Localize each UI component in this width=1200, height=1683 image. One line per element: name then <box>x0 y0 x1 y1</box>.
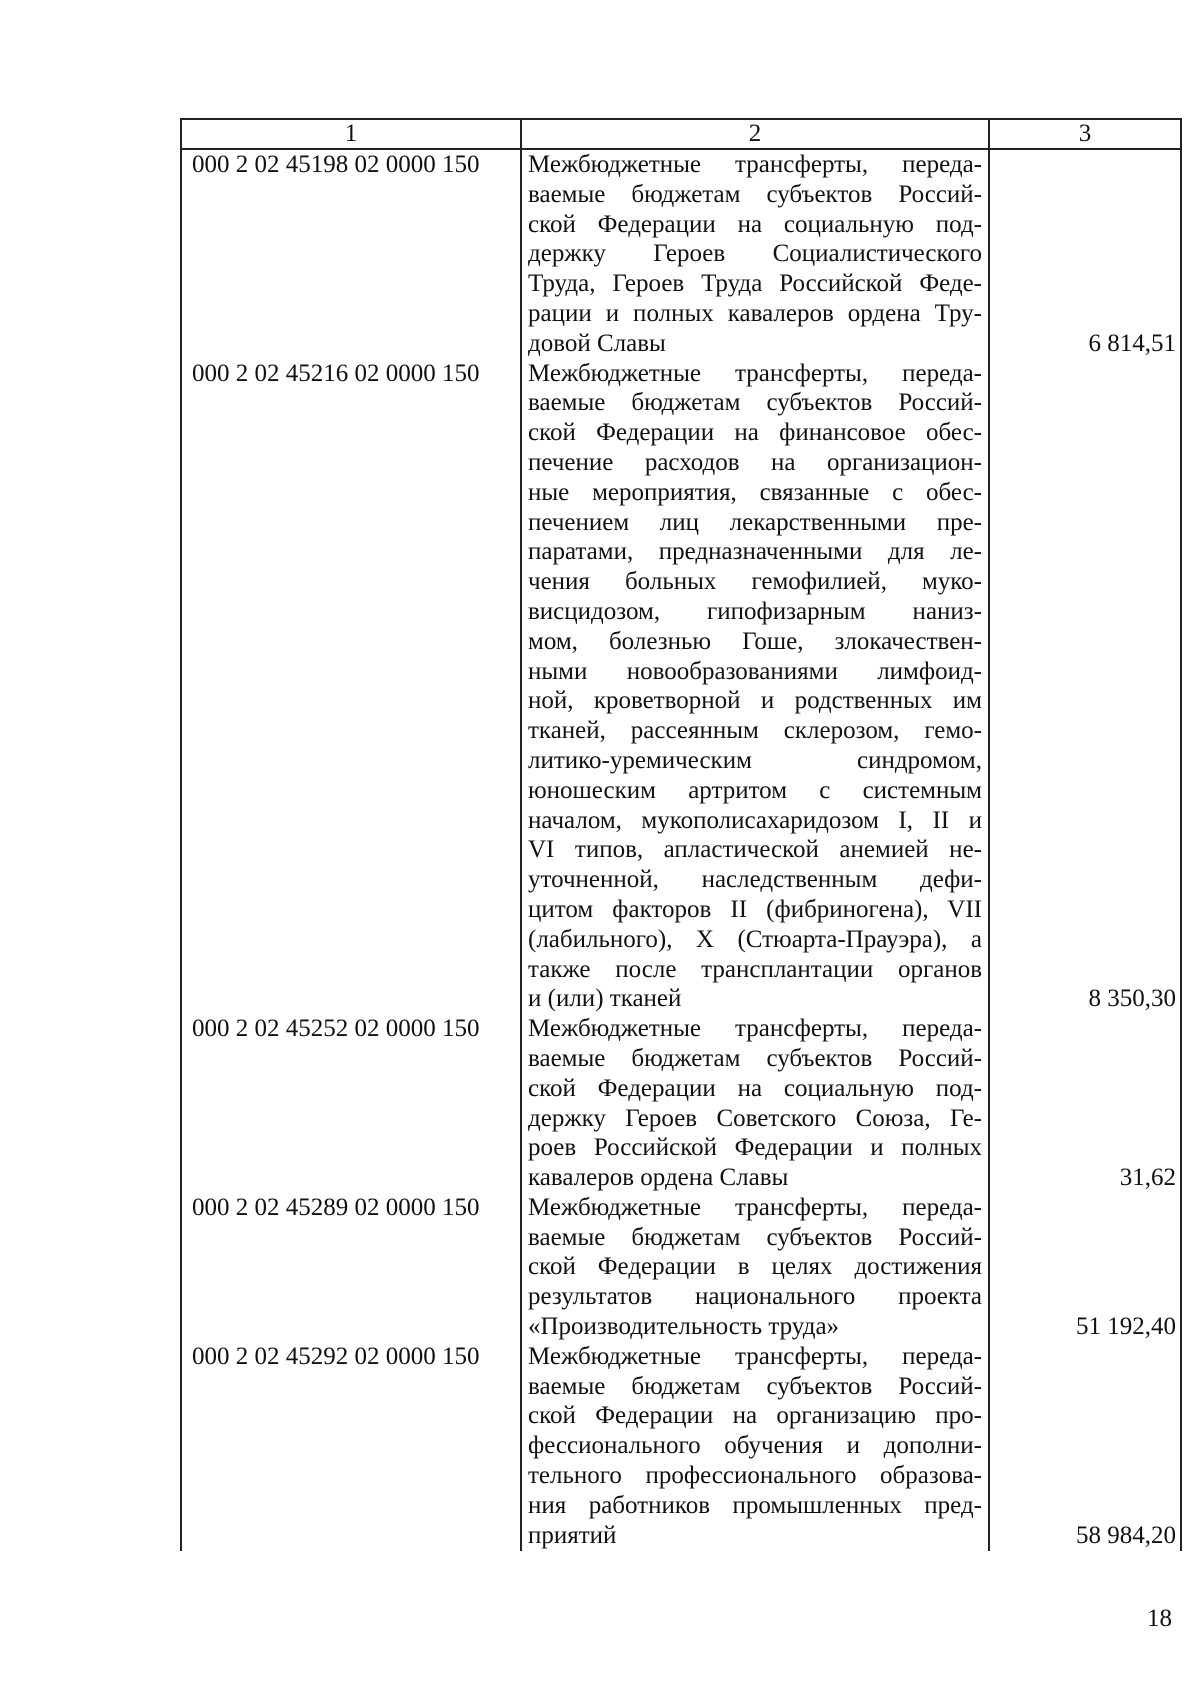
amount-cell: 8 350,30 <box>989 359 1181 1015</box>
description-line: VI типов, апластической анемией не- <box>528 836 982 864</box>
budget-table <box>180 118 1182 1551</box>
description-cell <box>521 1193 989 1342</box>
description-line: ной, кроветворной и родственных им <box>528 687 982 715</box>
column-header-2: 2 <box>521 119 989 149</box>
description-line: литико-уремическим синдромом, <box>528 746 982 774</box>
description-line: ные мероприятия, связанные с обес- <box>528 478 982 506</box>
description-line: фессионального обучения и дополни- <box>528 1432 982 1460</box>
description-line: ваемые бюджетам субъектов Россий- <box>528 1223 982 1251</box>
description-line: печение расходов на организацион- <box>528 448 982 476</box>
continuation-cell <box>181 1550 521 1551</box>
description-line: юношеским артритом с системным <box>528 776 982 804</box>
description-line: «Производительность труда» <box>528 1313 840 1341</box>
budget-code-cell: 000 2 02 45216 02 0000 150 <box>181 359 521 1015</box>
description-line: началом, мукополисахаридозом I, II и <box>528 806 982 834</box>
description-line: ния работников промышленных пред- <box>528 1491 982 1519</box>
continuation-cell <box>521 1550 989 1551</box>
budget-code-cell: 000 2 02 45252 02 0000 150 <box>181 1014 521 1193</box>
description-line: ской Федерации в целях достижения <box>528 1253 982 1281</box>
description-line: ными новообразованиями лимфоид- <box>528 657 982 685</box>
table-row <box>181 1342 1181 1551</box>
description-line: Межбюджетные трансферты, переда- <box>528 1015 982 1043</box>
table-row <box>181 1193 1181 1342</box>
description-cell <box>521 149 989 359</box>
description-line: чения больных гемофилией, муко- <box>528 568 982 596</box>
table-row <box>181 1014 1181 1193</box>
description-line: кавалеров ордена Славы <box>528 1164 789 1192</box>
description-line: уточненной, наследственным дефи- <box>528 866 982 894</box>
description-line: висцидозом, гипофизарным наниз- <box>528 597 982 625</box>
amount-cell: 51 192,40 <box>989 1193 1181 1342</box>
amount-cell: 31,62 <box>989 1014 1181 1193</box>
description-line: довой Славы <box>528 329 666 357</box>
table-header-row <box>181 119 1181 149</box>
amount-cell: 58 984,20 <box>989 1342 1181 1551</box>
table-row <box>181 359 1181 1015</box>
amount-cell: 6 814,51 <box>989 149 1181 359</box>
description-line: ваемые бюджетам субъектов Россий- <box>528 389 982 417</box>
description-line: Труда, Героев Труда Российской Феде- <box>528 270 982 298</box>
description-line: печением лиц лекарственными пре- <box>528 508 982 536</box>
description-cell <box>521 1014 989 1193</box>
description-line: тельного профессионального образова- <box>528 1462 982 1490</box>
description-line: цитом факторов II (фибриногена), VII <box>528 895 982 923</box>
description-cell <box>521 359 989 1015</box>
description-line: Межбюджетные трансферты, переда- <box>528 1193 982 1221</box>
description-line: (лабильного), X (Стюарта-Прауэра), а <box>528 925 982 953</box>
description-line: Межбюджетные трансферты, переда- <box>528 359 982 387</box>
description-line: результатов национального проекта <box>528 1283 982 1311</box>
budget-code-cell: 000 2 02 45292 02 0000 150 <box>181 1342 521 1551</box>
description-cell <box>521 1342 989 1551</box>
table-row <box>181 149 1181 359</box>
description-line: держку Героев Советского Союза, Ге- <box>528 1104 982 1132</box>
description-line: приятий <box>528 1521 617 1549</box>
description-line: ской Федерации на финансовое обес- <box>528 419 982 447</box>
description-line: ской Федерации на социальную под- <box>528 1074 982 1102</box>
description-line: ской Федерации на организацию про- <box>528 1402 982 1430</box>
description-line: ской Федерации на социальную под- <box>528 210 982 238</box>
description-line: и (или) тканей <box>528 985 682 1013</box>
description-line: паратами, предназначенными для ле- <box>528 538 982 566</box>
description-line: ваемые бюджетам субъектов Россий- <box>528 1372 982 1400</box>
budget-code-cell: 000 2 02 45198 02 0000 150 <box>181 149 521 359</box>
description-line: рации и полных кавалеров ордена Тру- <box>528 299 982 327</box>
page-number: 18 <box>1147 1605 1172 1632</box>
column-header-1: 1 <box>181 119 521 149</box>
description-line: держку Героев Социалистического <box>528 240 982 268</box>
description-line: Межбюджетные трансферты, переда- <box>528 151 982 178</box>
description-line: роев Российской Федерации и полных <box>528 1134 982 1162</box>
continuation-cell <box>989 1550 1181 1551</box>
description-line: мом, болезнью Гоше, злокачествен- <box>528 627 982 655</box>
description-line: тканей, рассеянным склерозом, гемо- <box>528 717 982 745</box>
description-line: ваемые бюджетам субъектов Россий- <box>528 180 982 208</box>
table-continuation <box>181 1550 1181 1551</box>
description-line: Межбюджетные трансферты, переда- <box>528 1342 982 1370</box>
description-line: ваемые бюджетам субъектов Россий- <box>528 1044 982 1072</box>
budget-code-cell: 000 2 02 45289 02 0000 150 <box>181 1193 521 1342</box>
description-line: также после трансплантации органов <box>528 955 982 983</box>
column-header-3: 3 <box>989 119 1181 149</box>
